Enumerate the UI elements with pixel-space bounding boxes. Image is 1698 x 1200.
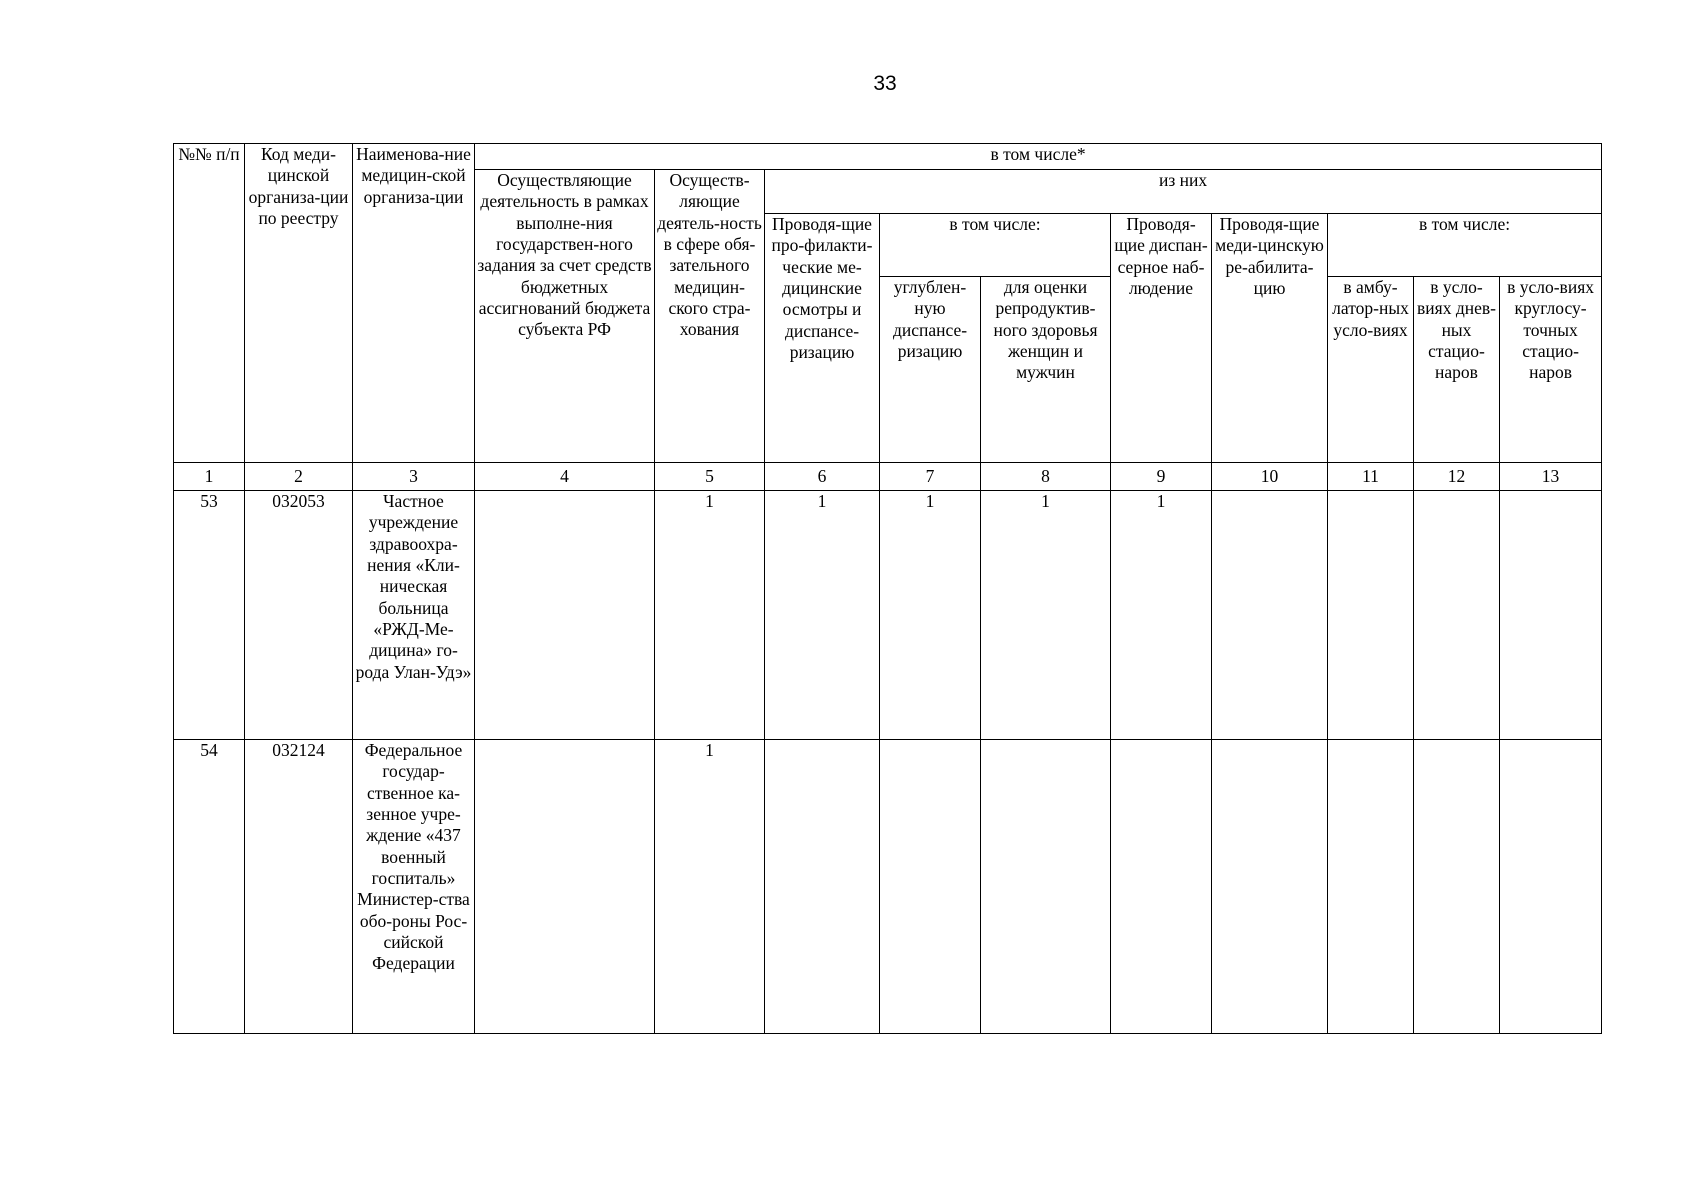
column-number: 7 xyxy=(880,463,981,491)
table-row xyxy=(174,491,1602,740)
row-org-name: Частное учреждение здравоохра-нения «Кли-ническая больница «РЖД-Ме-дицина» го-рода Улан-Удэ» xyxy=(353,491,475,740)
row-c8 xyxy=(981,740,1111,1034)
row-c9: 1 xyxy=(1111,491,1212,740)
header-iz-nih: из них xyxy=(765,170,1602,214)
header-col-12: в усло-виях днев-ных стацио-наров xyxy=(1414,277,1500,463)
header-v-tom-chisle-b: в том числе: xyxy=(1328,214,1602,277)
column-numbers-row xyxy=(174,463,1602,491)
column-number: 8 xyxy=(981,463,1111,491)
row-org-name: Федеральное государ-ственное ка-зенное учре-ждение «437 военный госпиталь» Министер-ства обо-роны Рос-сийской Федерации xyxy=(353,740,475,1034)
header-col-code: Код меди-цинской организа-ции по реестру xyxy=(245,144,353,463)
row-code: 032124 xyxy=(245,740,353,1034)
header-col-13: в усло-виях круглосу-точных стацио-наров xyxy=(1500,277,1602,463)
header-col-num: №№ п/п xyxy=(174,144,245,463)
row-c8: 1 xyxy=(981,491,1111,740)
column-number: 11 xyxy=(1328,463,1414,491)
row-c11 xyxy=(1328,491,1414,740)
header-col-10: Проводя-щие меди-цинскую ре-абилита-цию xyxy=(1212,214,1328,463)
row-c9 xyxy=(1111,740,1212,1034)
column-number: 4 xyxy=(475,463,655,491)
header-col-9: Проводя-щие диспан-серное наб-людение xyxy=(1111,214,1212,463)
row-c10 xyxy=(1212,491,1328,740)
page-number: 33 xyxy=(873,72,897,95)
row-c7: 1 xyxy=(880,491,981,740)
row-num: 53 xyxy=(174,491,245,740)
header-v-tom-chisle-a: в том числе: xyxy=(880,214,1111,277)
column-number: 2 xyxy=(245,463,353,491)
row-c12 xyxy=(1414,740,1500,1034)
column-number: 12 xyxy=(1414,463,1500,491)
column-number: 13 xyxy=(1500,463,1602,491)
column-number: 9 xyxy=(1111,463,1212,491)
header-row-1 xyxy=(174,144,1602,170)
header-col-6: Проводя-щие про-филакти-ческие ме-дицинские осмотры и диспансе-ризацию xyxy=(765,214,880,463)
header-col-name: Наименова-ние медицин-ской организа-ции xyxy=(353,144,475,463)
header-v-tom-chisle: в том числе* xyxy=(475,144,1602,170)
row-c10 xyxy=(1212,740,1328,1034)
column-number: 1 xyxy=(174,463,245,491)
column-number: 3 xyxy=(353,463,475,491)
row-num: 54 xyxy=(174,740,245,1034)
row-c12 xyxy=(1414,491,1500,740)
header-col-8: для оценки репродуктив-ного здоровья женщин и мужчин xyxy=(981,277,1111,463)
header-col-7: углублен-ную диспансе-ризацию xyxy=(880,277,981,463)
table-row xyxy=(174,740,1602,1034)
row-c7 xyxy=(880,740,981,1034)
header-col-11: в амбу-латор-ных усло-виях xyxy=(1328,277,1414,463)
row-c6 xyxy=(765,740,880,1034)
column-number: 5 xyxy=(655,463,765,491)
row-c4 xyxy=(475,491,655,740)
header-col-4: Осуществляющие деятельность в рамках выполне-ния государствен-ного задания за счет средств бюджетных ассигнований бюджета субъекта РФ xyxy=(475,170,655,463)
header-col-5: Осуществ-ляющие деятель-ность в сфере обя-зательного медицин-ского стра-хования xyxy=(655,170,765,463)
row-c13 xyxy=(1500,491,1602,740)
row-c11 xyxy=(1328,740,1414,1034)
row-c6: 1 xyxy=(765,491,880,740)
row-c5: 1 xyxy=(655,740,765,1034)
medical-organizations-table xyxy=(173,143,1602,1034)
column-number: 6 xyxy=(765,463,880,491)
row-c13 xyxy=(1500,740,1602,1034)
row-c4 xyxy=(475,740,655,1034)
row-code: 032053 xyxy=(245,491,353,740)
column-number: 10 xyxy=(1212,463,1328,491)
row-c5: 1 xyxy=(655,491,765,740)
